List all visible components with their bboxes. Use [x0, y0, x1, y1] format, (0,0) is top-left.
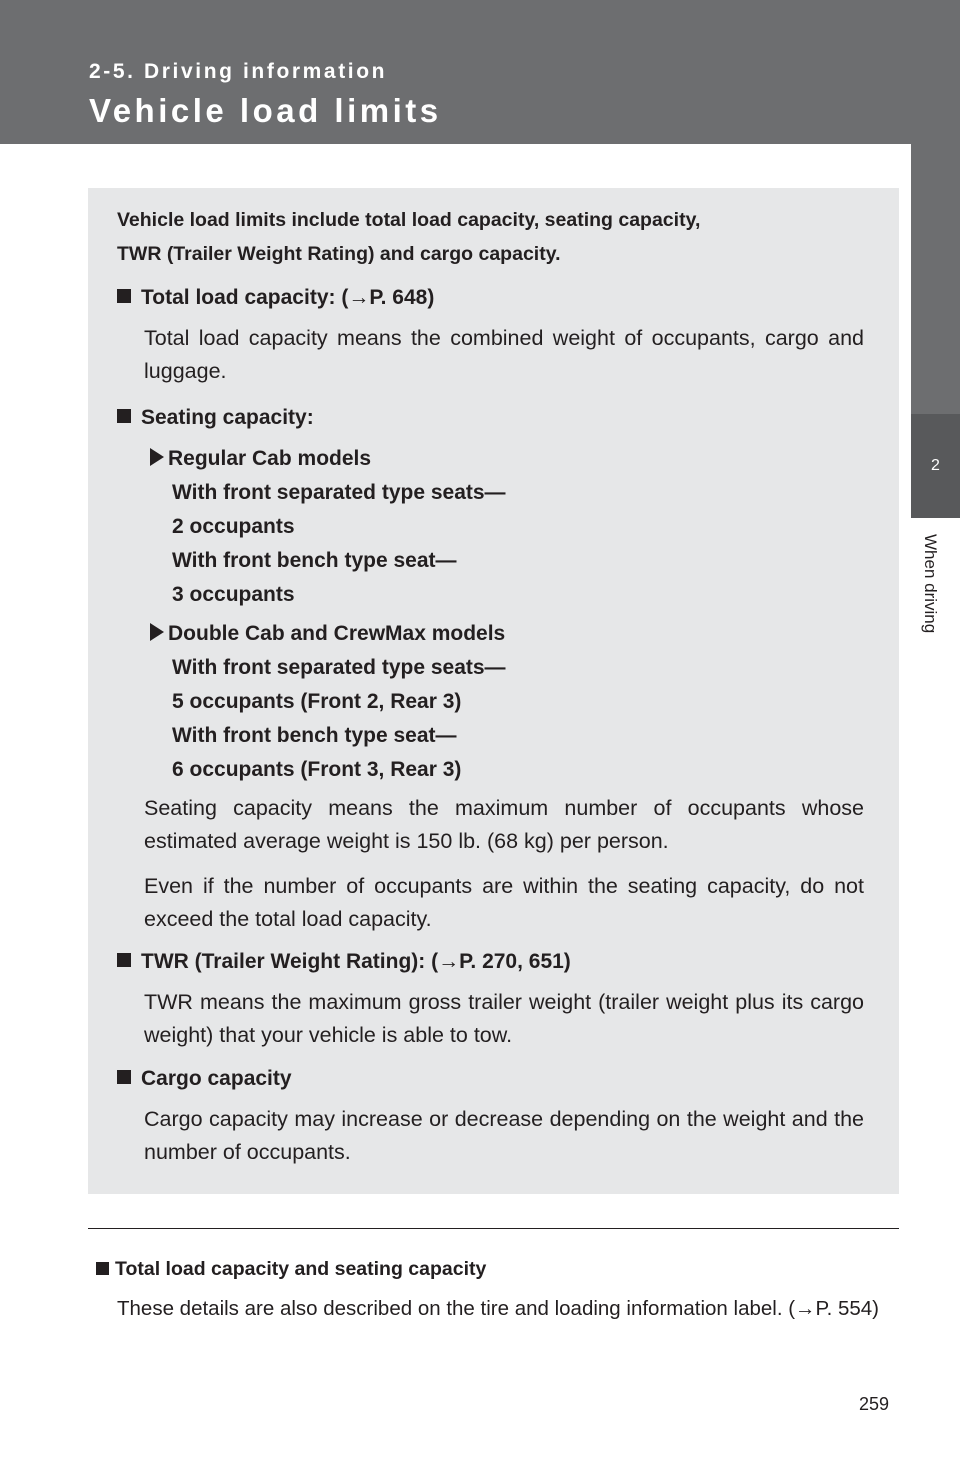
cargo-body: Cargo capacity may increase or decrease depending on the weight and the number of occupants.: [144, 1107, 864, 1164]
square-bullet-icon: [117, 289, 131, 303]
cargo-heading: [117, 1067, 292, 1091]
regular-cab-line: With front bench type seat—: [172, 549, 457, 572]
double-cab-line: With front bench type seat—: [172, 724, 457, 747]
intro-line-2: TWR (Trailer Weight Rating) and cargo capacity.: [117, 243, 561, 265]
regular-cab-title-text: Regular Cab models: [168, 447, 372, 470]
page-header: [0, 0, 960, 144]
triangle-bullet-icon: [150, 623, 164, 641]
side-tab-bar: [911, 144, 960, 414]
seating-heading: [117, 406, 314, 430]
double-cab-title: [150, 617, 505, 651]
triangle-bullet-icon: [150, 448, 164, 466]
square-bullet-icon: [117, 1070, 131, 1084]
twr-body: TWR means the maximum gross trailer weight (trailer weight plus its cargo weight) that your vehicle is able to tow.: [144, 990, 864, 1047]
double-cab-title-text: Double Cab and CrewMax models: [168, 622, 506, 645]
total-load-body: Total load capacity means the combined weight of occupants, cargo and luggage.: [144, 326, 864, 383]
divider: [88, 1228, 899, 1229]
chapter-tab-label: When driving: [921, 534, 940, 634]
page-number: 259: [859, 1394, 890, 1414]
section-label: 2-5. Driving information: [89, 60, 388, 83]
seating-heading-text: Seating capacity:: [141, 406, 314, 429]
square-bullet-icon: [117, 953, 131, 967]
double-cab-line: With front separated type seats—: [172, 656, 506, 679]
chapter-number: 2: [931, 457, 940, 474]
regular-cab-line: 2 occupants: [172, 515, 295, 538]
twr-heading: [117, 950, 571, 974]
intro-line-1: Vehicle load limits include total load capacity, seating capacity,: [117, 209, 701, 231]
square-bullet-icon: [117, 409, 131, 423]
seating-body-1: Seating capacity means the maximum number of occupants whose estimated average weight is 150 lb. (68 kg) per person.: [144, 796, 864, 853]
page-title: Vehicle load limits: [89, 92, 442, 129]
seating-body-2: Even if the number of occupants are within the seating capacity, do not exceed the total load capacity.: [144, 874, 864, 931]
side-tab-blank: [911, 690, 960, 1484]
total-load-heading-text: Total load capacity: (→P. 648): [141, 286, 435, 309]
total-load-heading: [117, 286, 434, 310]
double-cab-line: 5 occupants (Front 2, Rear 3): [172, 690, 462, 713]
note-heading-text: Total load capacity and seating capacity: [115, 1258, 487, 1280]
note-heading: [96, 1258, 486, 1281]
regular-cab-line: With front separated type seats—: [172, 481, 506, 504]
square-bullet-icon: [96, 1262, 109, 1275]
regular-cab-line: 3 occupants: [172, 583, 295, 606]
chapter-tab-number[interactable]: [911, 414, 960, 518]
cargo-heading-text: Cargo capacity: [141, 1067, 292, 1090]
regular-cab-title: [150, 442, 371, 476]
twr-heading-text: TWR (Trailer Weight Rating): (→P. 270, 651): [141, 950, 571, 973]
note-body: These details are also described on the tire and loading information label. (→P. 554): [117, 1297, 879, 1320]
double-cab-line: 6 occupants (Front 3, Rear 3): [172, 758, 462, 781]
